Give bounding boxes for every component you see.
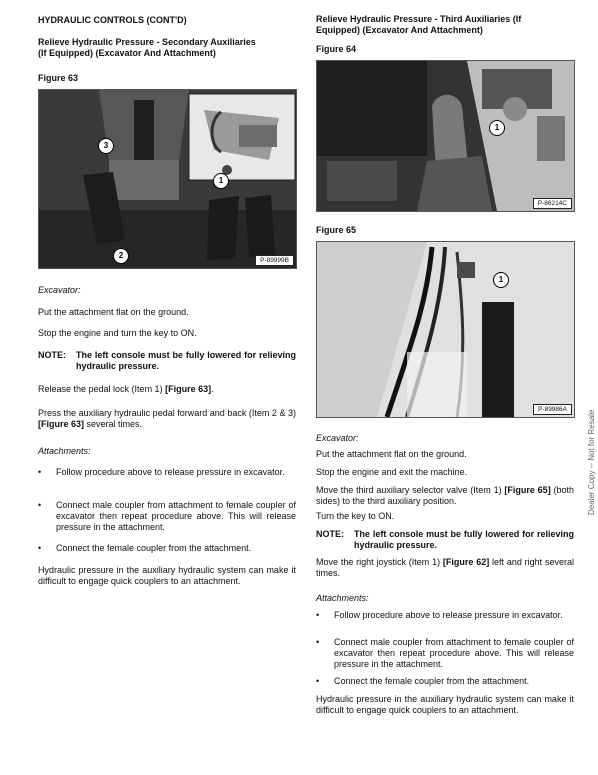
figure-65-code: P-89986A (533, 404, 572, 415)
bullet: • (316, 637, 320, 647)
text: Move the third auxiliary selector valve (Item 1) (316, 485, 505, 495)
secondary-aux-subheading-line1: Relieve Hydraulic Pressure - Secondary Auxiliaries (38, 37, 256, 47)
note (38, 350, 296, 372)
figure-65-image (316, 241, 575, 418)
list-item (38, 500, 296, 533)
step-attachment-flat: Put the attachment flat on the ground. (316, 449, 467, 459)
list-item-text: Connect the female coupler from the attachment. (334, 676, 530, 686)
pedal-photo (39, 90, 296, 268)
attachments-label: Attachments: (38, 446, 91, 456)
figure-63-label: Figure 63 (38, 73, 79, 83)
step-move-joystick (316, 557, 574, 579)
side-watermark (583, 350, 597, 520)
figure-64-code: P-86214C (533, 198, 572, 209)
step-move-selector-valve (316, 485, 574, 507)
watermark-text: Dealer Copy -- Not for Resale (587, 409, 596, 515)
closing-paragraph: Hydraulic pressure in the auxiliary hydraulic system can make it difficult to engage quick couplers to an attachment. (38, 565, 296, 586)
figure-63-image (38, 89, 297, 269)
list-item (38, 467, 296, 478)
note-label: NOTE: (38, 350, 66, 360)
text: Press the auxiliary hydraulic pedal forward and back (Item 2 & 3) (38, 408, 296, 418)
secondary-aux-subheading-line2: (If Equipped) (Excavator And Attachment) (38, 48, 216, 58)
step-press-pedal (38, 408, 296, 430)
text: several times. (84, 419, 143, 429)
callout-3: 3 (98, 138, 114, 154)
callout-2: 2 (113, 248, 129, 264)
list-item-text: Follow procedure above to release pressure in excavator. (334, 610, 563, 620)
figure-64-label: Figure 64 (316, 44, 357, 54)
third-aux-subheading-line2: Equipped) (Excavator And Attachment) (316, 25, 483, 35)
list-item-text: Connect the female coupler from the attachment. (56, 543, 252, 553)
third-aux-subheading-line1: Relieve Hydraulic Pressure - Third Auxiliaries (If (316, 14, 522, 24)
bullet: • (316, 610, 320, 620)
bullet: • (316, 676, 320, 686)
step-exit-machine: Stop the engine and exit the machine. (316, 467, 468, 477)
joystick-photo (317, 61, 574, 211)
figure-65-label: Figure 65 (316, 225, 357, 235)
bullet: • (38, 543, 42, 553)
list-item (316, 676, 574, 687)
excavator-label: Excavator: (38, 285, 81, 295)
list-item-text: Follow procedure above to release pressure in excavator. (56, 467, 285, 477)
list-item-text: Connect male coupler from attachment to female coupler of excavator then repeat procedure above. This will release pressure in the attachment. (334, 637, 574, 669)
text: left and right several times. (316, 557, 574, 578)
selector-valve-photo (317, 242, 574, 417)
step-turn-key: Turn the key to ON. (316, 511, 395, 521)
closing-paragraph: Hydraulic pressure in the auxiliary hydraulic system can make it difficult to engage quick couplers to an attachment. (316, 694, 574, 715)
list-item-text: Connect male coupler from attachment to female coupler of excavator then repeat procedure above. This will release pressure in the attachment. (56, 500, 296, 532)
bullet: • (38, 467, 42, 477)
callout-1: 1 (213, 173, 229, 189)
note-text: The left console must be fully lowered for relieving hydraulic pressure. (354, 529, 574, 550)
text: Move the right joystick (Item 1) (316, 557, 443, 567)
excavator-label: Excavator: (316, 433, 359, 443)
list-item (316, 610, 574, 621)
figure-64-image (316, 60, 575, 212)
text: . (211, 384, 214, 394)
callout-1: 1 (493, 272, 509, 288)
figure-63-code: P-89999B (255, 255, 294, 266)
text: (both sides) to the third auxiliary position. (316, 485, 574, 506)
list-item (38, 543, 296, 554)
note-text: The left console must be fully lowered for relieving hydraulic pressure. (76, 350, 296, 371)
attachments-label: Attachments: (316, 593, 369, 603)
figure-reference: [Figure 65] (504, 485, 551, 495)
figure-reference: [Figure 62] (442, 557, 490, 567)
step-release-pedal-lock (38, 384, 296, 395)
figure-reference: [Figure 63] (38, 419, 85, 429)
bullet: • (38, 500, 42, 510)
list-item (316, 637, 574, 670)
note-label: NOTE: (316, 529, 344, 539)
figure-reference: [Figure 63] (165, 384, 212, 394)
text: Release the pedal lock (Item 1) (38, 384, 166, 394)
step-attachment-flat: Put the attachment flat on the ground. (38, 307, 189, 317)
section-heading: HYDRAULIC CONTROLS (CONT'D) (38, 15, 187, 25)
note (316, 529, 574, 551)
callout-1: 1 (489, 120, 505, 136)
step-stop-engine: Stop the engine and turn the key to ON. (38, 328, 197, 338)
